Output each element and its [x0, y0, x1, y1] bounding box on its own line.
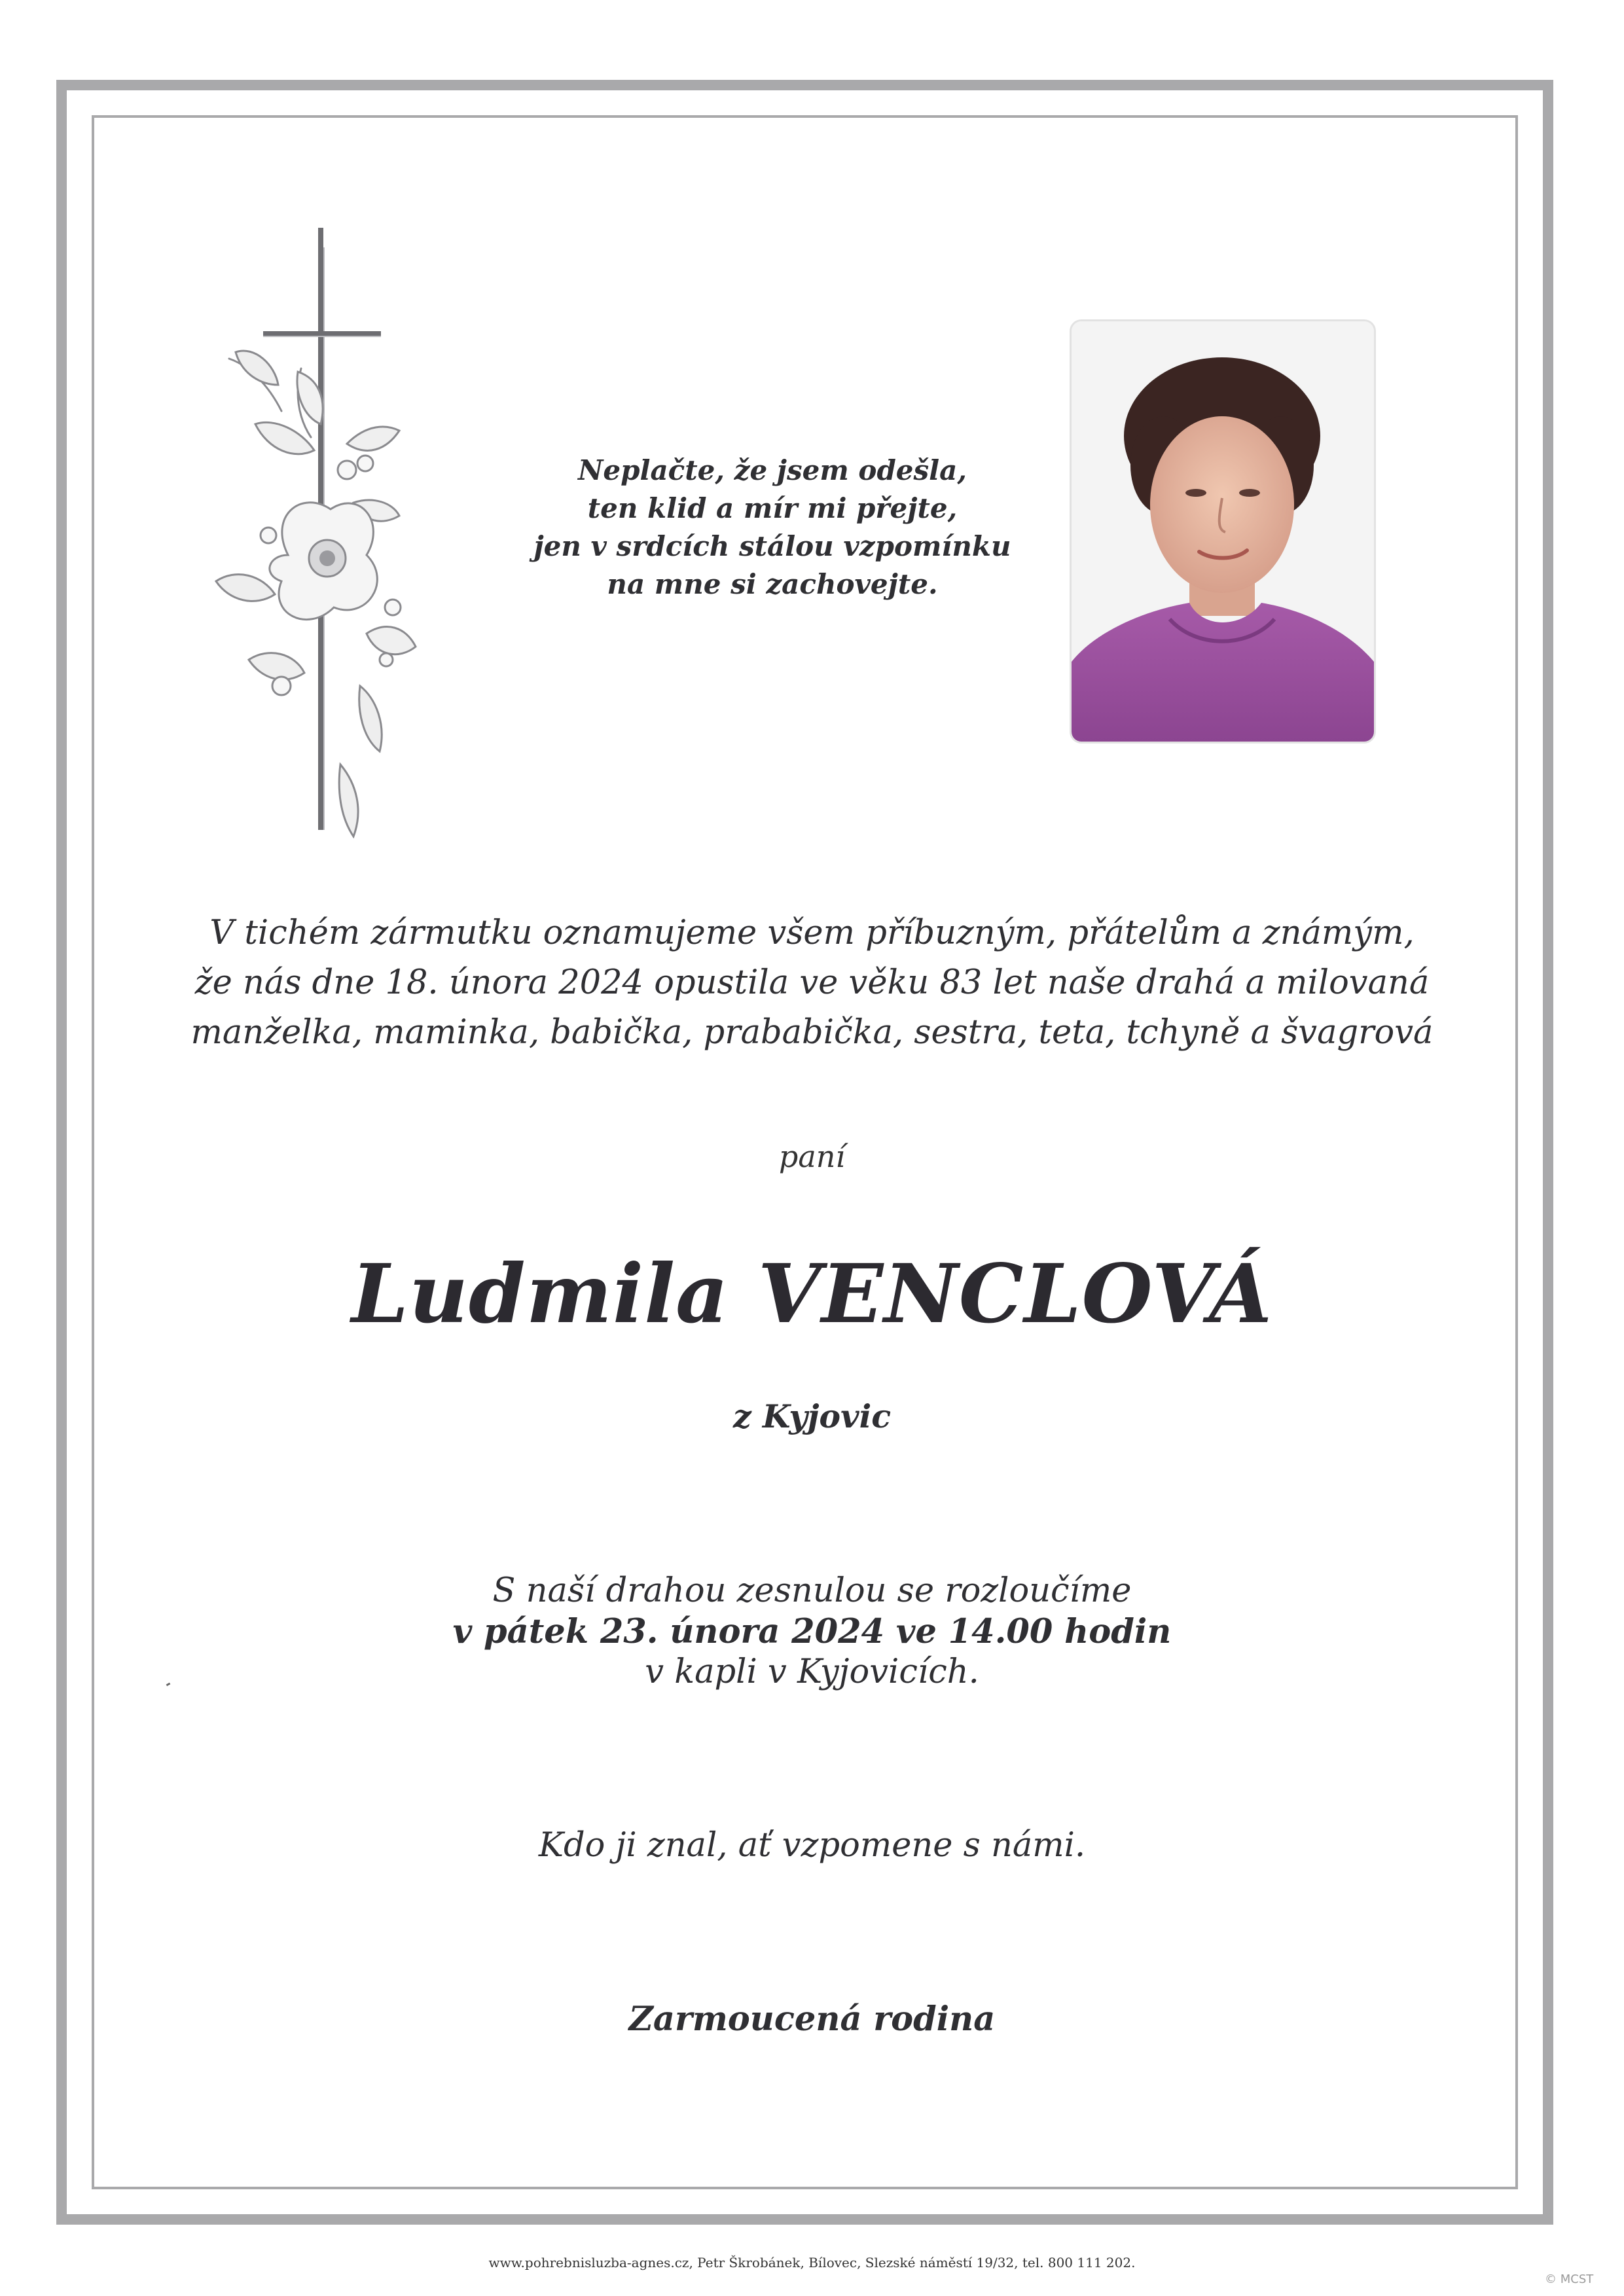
farewell-details	[0, 1571, 1624, 1693]
remember-text: Kdo ji znal, ať vzpomene s námi.	[538, 1826, 1086, 1865]
verse-line: jen v srdcích stálou vzpomínku	[533, 530, 1011, 562]
announcement-line: že nás dne 18. února 2024 opustila ve věku 83 let naše drahá a milovaná	[194, 963, 1430, 1002]
portrait-photo	[1070, 319, 1376, 744]
announcement-line: manželka, maminka, babička, prababička, sestra, teta, tchyně a švagrová	[190, 1013, 1434, 1052]
announcement	[0, 908, 1624, 1058]
footer-contact: www.pohrebnisluzba-agnes.cz, Petr Škrobánek, Bílovec, Slezské náměstí 19/32, tel. 800 111 202.	[488, 2255, 1136, 2270]
farewell-date-time: v pátek 23. února 2024 ve 14.00 hodin	[452, 1612, 1172, 1651]
verse-line: na mne si zachovejte.	[607, 568, 938, 600]
deceased-name: Ludmila VENCLOVÁ	[351, 1247, 1273, 1342]
verse-line: Neplačte, že jsem odešla,	[578, 454, 967, 486]
origin: z Kyjovic	[732, 1397, 892, 1435]
announcement-line: V tichém zármutku oznamujeme všem příbuzným, přátelům a známým,	[209, 914, 1415, 952]
farewell-line: S naší drahou zesnulou se rozloučíme	[492, 1571, 1132, 1610]
signature: Zarmoucená rodina	[628, 2000, 996, 2039]
copyright: © MCST	[1545, 2272, 1594, 2286]
verse	[524, 452, 1021, 603]
cross-with-flowers-icon	[190, 228, 439, 850]
verse-line: ten klid a mír mi přejte,	[587, 492, 958, 524]
farewell-place: v kapli v Kyjovicích.	[645, 1653, 979, 1691]
honorific: paní	[778, 1139, 846, 1174]
